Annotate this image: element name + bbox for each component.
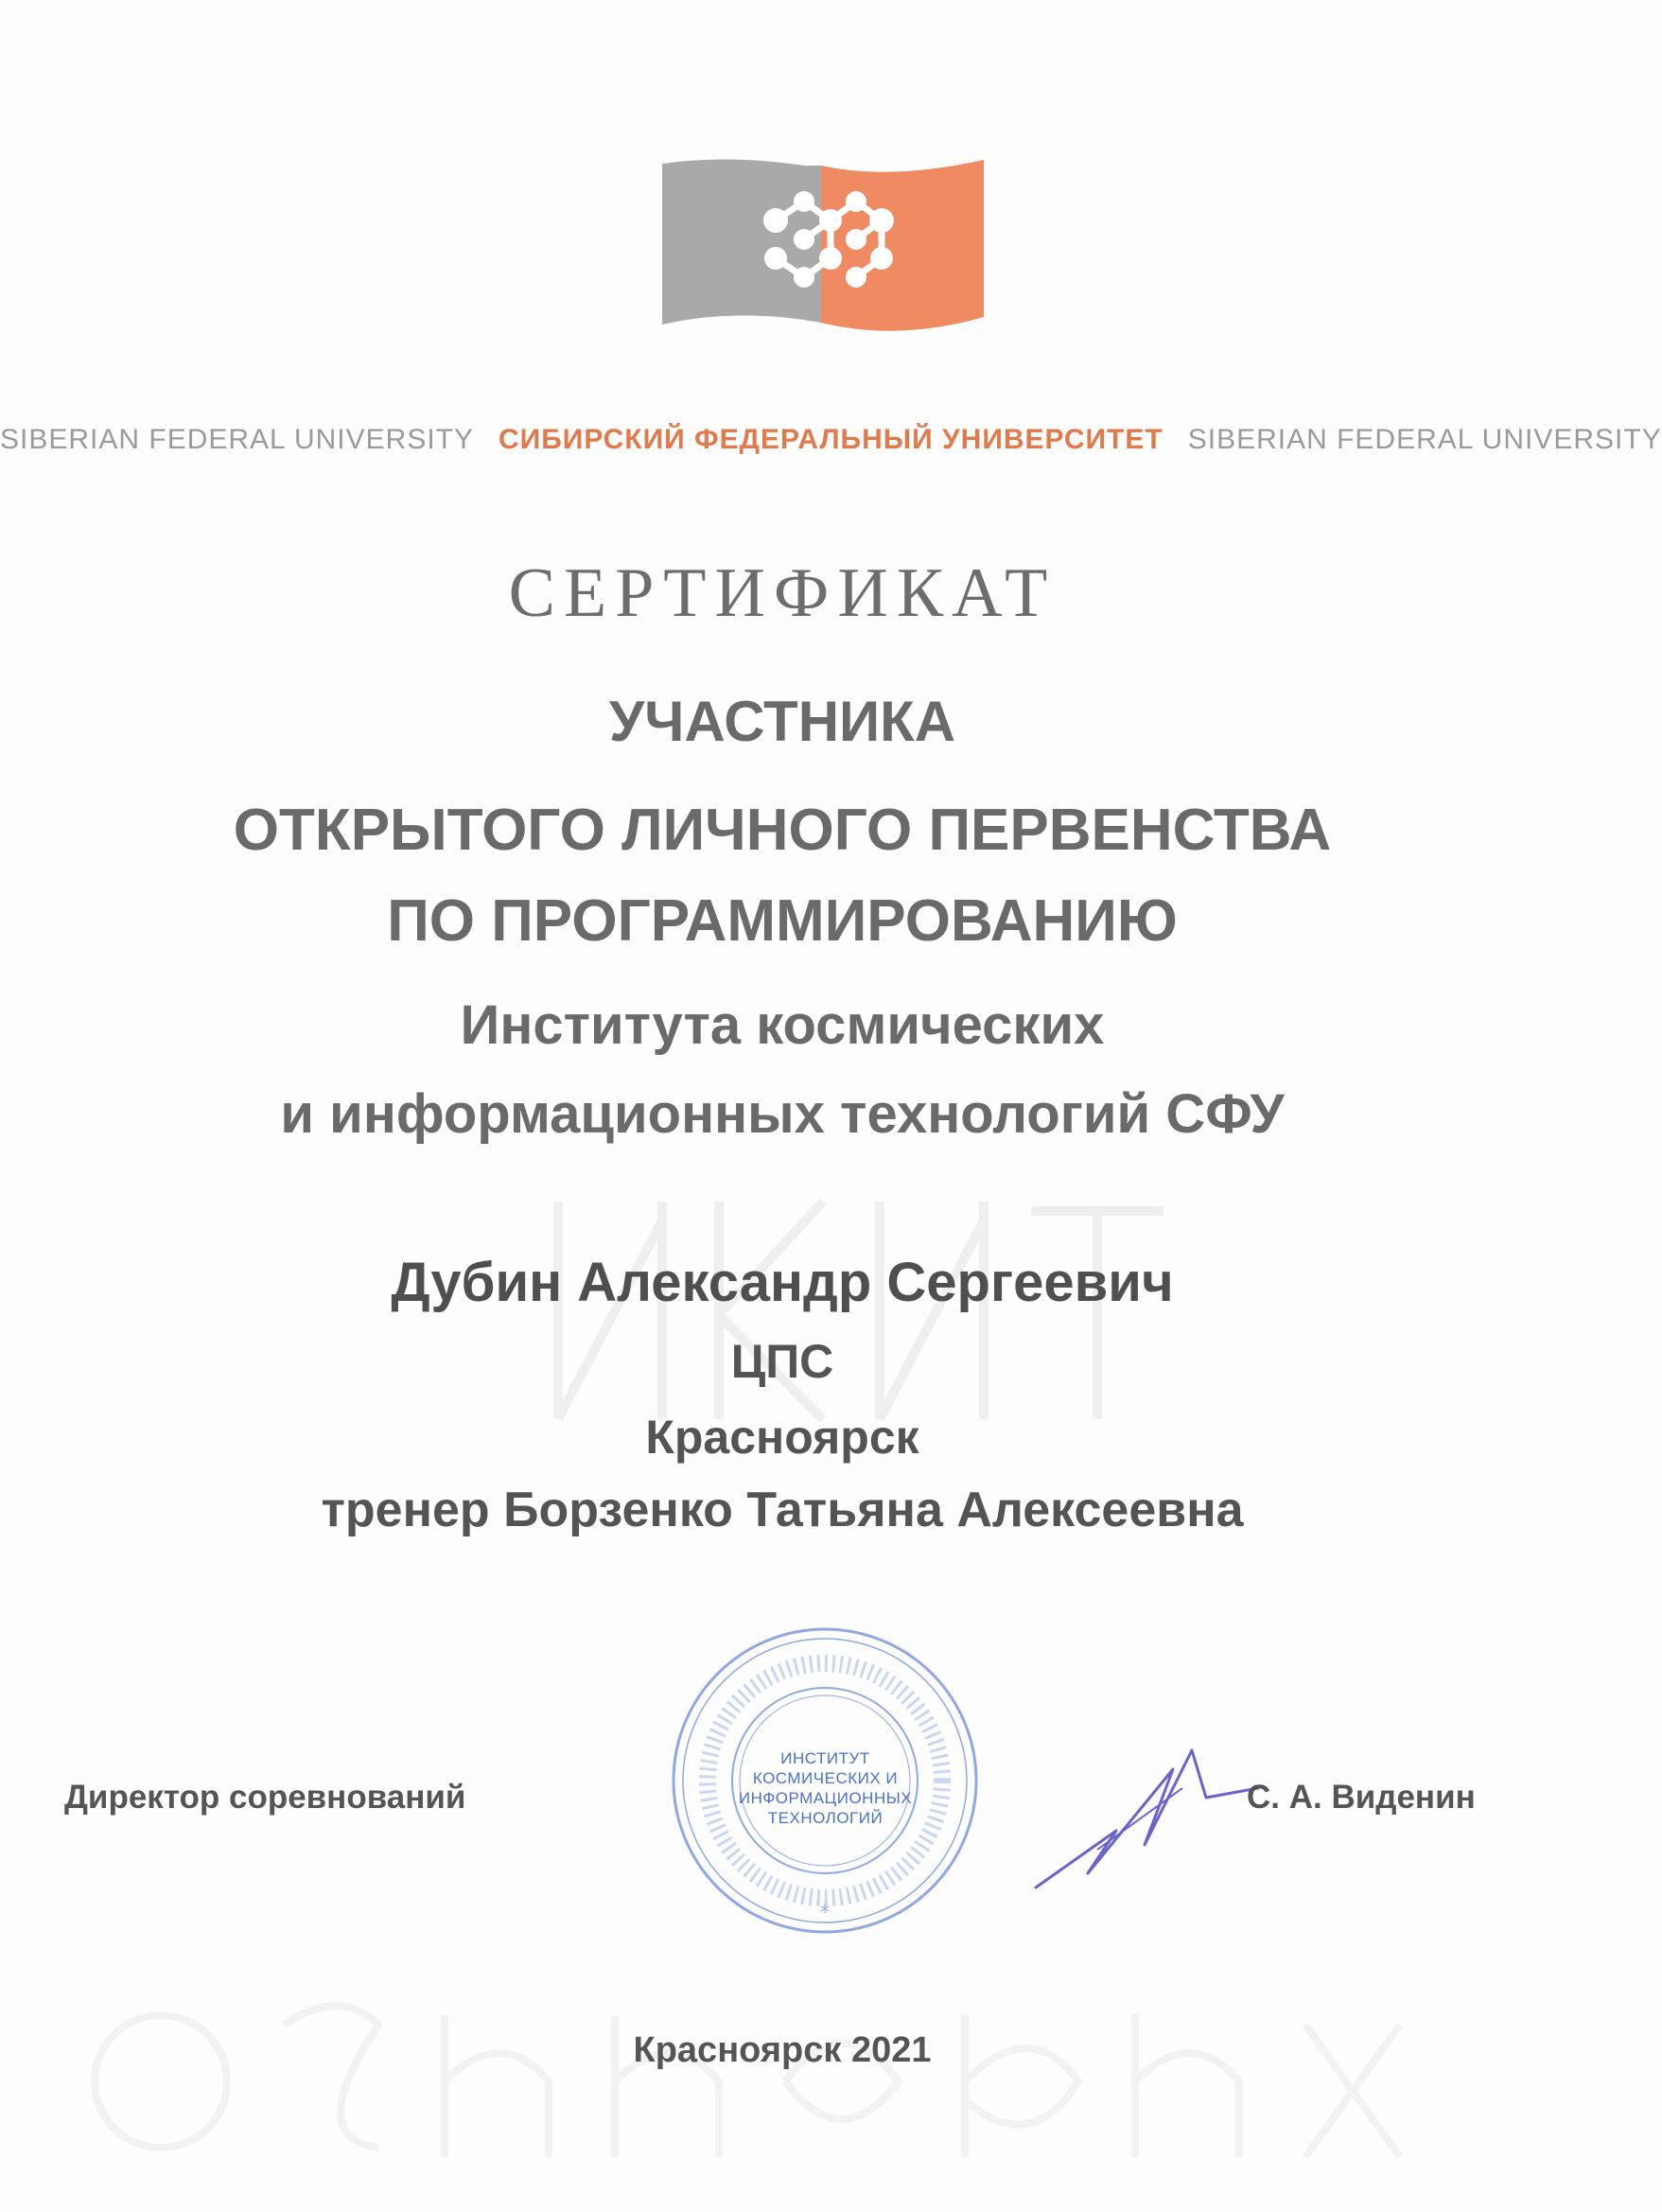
stamp-line-2: КОСМИЧЕСКИХ И [752,1769,899,1787]
recipient-name: Дубин Александр Сергеевич [391,1252,1174,1313]
event-line-1: ОТКРЫТОГО ЛИЧНОГО ПЕРВЕНСТВА [233,798,1332,863]
handwritten-signature [1031,1731,1258,1902]
institute-line-1: Института космических [460,994,1105,1056]
university-tagline [0,424,1662,456]
tagline-center: СИБИРСКИЙ ФЕДЕРАЛЬНЫЙ УНИВЕРСИТЕТ [499,424,1163,455]
svg-text:*: * [820,1901,830,1923]
stamp-line-4: ТЕХНОЛОГИЙ [767,1809,883,1827]
tagline-right: SIBERIAN FEDERAL UNIVERSITY [1187,424,1662,455]
director-role: Директор соревнований [64,1779,466,1816]
recipient-coach: тренер Борзенко Татьяна Алексеевна [321,1483,1244,1537]
recipient-city: Красноярск [645,1411,919,1464]
footer-place-year: Красноярск 2021 [633,2030,932,2070]
recipient-organization: ЦПС [730,1335,834,1388]
institute-line-2: и информационных технологий СФУ [280,1083,1285,1145]
stamp-line-1: ИНСТИТУТ [780,1749,870,1767]
university-logo [662,156,984,341]
director-name: С. А. Виденин [1247,1779,1476,1816]
tagline-left: SIBERIAN FEDERAL UNIVERSITY [0,424,474,455]
stamp-text [662,1748,988,1828]
certificate-subtitle: УЧАСТНИКА [608,690,956,753]
stamp-line-3: ИНФОРМАЦИОННЫХ [738,1789,913,1807]
certificate-title: СЕРТИФИКАТ [508,554,1057,632]
event-line-2: ПО ПРОГРАММИРОВАНИЮ [387,888,1178,954]
